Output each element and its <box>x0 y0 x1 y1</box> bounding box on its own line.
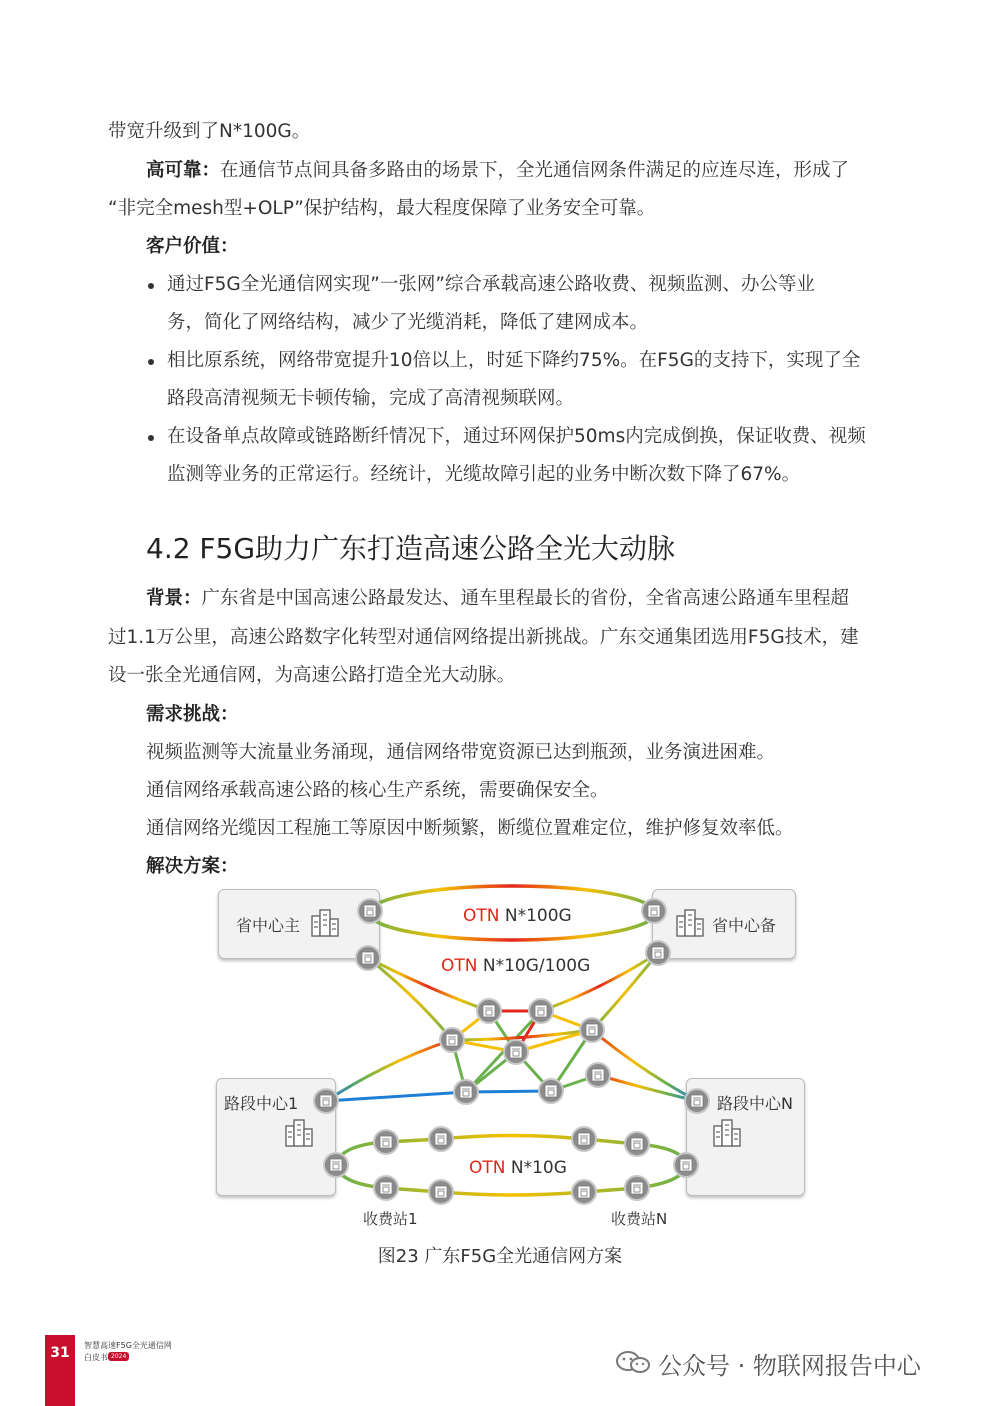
doc-subtitle: 白皮书 <box>84 1353 108 1362</box>
building-icon <box>286 1120 312 1146</box>
otn-capacity: N*100G <box>499 906 572 926</box>
challenge-label: 需求挑战： <box>146 704 239 725</box>
background-text: 广东省是中国高速公路最发达、通车里程最长的省份，全省高速公路通车里程超 <box>201 588 850 609</box>
network-node <box>358 899 382 923</box>
bullet-text: 监测等业务的正常运行。经统计，光缆故障引起的业务中断次数下降了67%。 <box>167 464 801 485</box>
network-node <box>440 1028 464 1052</box>
otn-capacity: N*10G <box>505 1158 567 1178</box>
figure-caption: 图23 广东F5G全光通信网方案 <box>377 1246 623 1267</box>
network-node <box>646 941 670 965</box>
doc-title: 智慧高速F5G全光通信网 <box>84 1341 172 1350</box>
building-icon <box>714 1120 740 1146</box>
text-line: 带宽升级到了N*100G。 <box>108 121 311 142</box>
segment-center-n-label: 路段中心N <box>717 1094 793 1113</box>
building-icon <box>312 910 338 936</box>
network-node <box>625 1132 649 1156</box>
bullet-text: 在设备单点故障或链路断纤情况下，通过环网保护50ms内完成倒换，保证收费、视频 <box>167 426 866 447</box>
bullet-text: 务，简化了网络结构，减少了光缆消耗，降低了建网成本。 <box>167 312 649 333</box>
otn-prefix: OTN <box>441 956 478 976</box>
reliable-text-cont: “非完全mesh型+OLP”保护结构，最大程度保障了业务安全可靠。 <box>108 198 656 219</box>
section-title: 4.2 F5G助力广东打造高速公路全光大动脉 <box>146 532 676 565</box>
network-node <box>504 1040 528 1064</box>
province-backup-label: 省中心备 <box>712 916 777 935</box>
wechat-icon <box>614 1350 654 1374</box>
bullet-text: 通过F5G全光通信网实现”一张网”综合承载高速公路收费、视频监测、办公等业 <box>167 274 815 295</box>
background-label: 背景： <box>146 588 202 609</box>
year-badge: 2024 <box>108 1352 129 1361</box>
background-text-cont: 设一张全光通信网，为高速公路打造全光大动脉。 <box>108 665 516 686</box>
solution-label: 解决方案： <box>146 856 239 877</box>
challenge-item: 视频监测等大流量业务涌现，通信网络带宽资源已达到瓶颈，业务演进困难。 <box>146 742 776 763</box>
network-node <box>625 1176 649 1200</box>
page-number: 31 <box>50 1345 70 1361</box>
reliable-text: 在通信节点间具备多路由的场景下，全光通信网条件满足的应连尽连，形成了 <box>220 160 850 181</box>
otn-top-label <box>463 906 572 926</box>
network-node <box>580 1018 604 1042</box>
reliable-label: 高可靠： <box>146 160 221 181</box>
otn-mid-label <box>441 956 590 976</box>
network-node <box>572 1180 596 1204</box>
segment-center-1-label: 路段中心1 <box>224 1094 299 1113</box>
network-node <box>356 946 380 970</box>
customer-value-label: 客户价值： <box>146 236 239 257</box>
network-node <box>429 1180 453 1204</box>
challenge-item: 通信网络光缆因工程施工等原因中断频繁，断缆位置难定位，维护修复效率低。 <box>146 818 794 839</box>
bullet-text: 路段高清视频无卡顿传输，完成了高清视频联网。 <box>167 388 575 409</box>
toll-station-1-label: 收费站1 <box>363 1210 418 1228</box>
network-node <box>314 1089 338 1113</box>
network-node <box>454 1080 478 1104</box>
province-main-label: 省中心主 <box>236 916 301 935</box>
bullet-text: 相比原系统，网络带宽提升10倍以上，时延下降约75%。在F5G的支持下，实现了全 <box>167 350 861 371</box>
network-node <box>374 1130 398 1154</box>
network-node <box>374 1176 398 1200</box>
network-node <box>429 1127 453 1151</box>
background-text-cont: 过1.1万公里，高速公路数字化转型对通信网络提出新挑战。广东交通集团选用F5G技术，建 <box>108 627 859 648</box>
network-node <box>674 1153 698 1177</box>
network-node <box>572 1127 596 1151</box>
watermark-text: 公众号 · 物联网报告中心 <box>658 1352 921 1380</box>
network-node <box>529 999 553 1023</box>
challenge-item: 通信网络承载高速公路的核心生产系统，需要确保安全。 <box>146 780 609 801</box>
network-node <box>685 1089 709 1113</box>
network-node <box>586 1063 610 1087</box>
network-node <box>477 999 501 1023</box>
otn-prefix: OTN <box>469 1158 506 1178</box>
network-node <box>539 1079 563 1103</box>
building-icon <box>677 910 703 936</box>
network-node <box>324 1153 348 1177</box>
otn-prefix: OTN <box>463 906 500 926</box>
toll-station-n-label: 收费站N <box>611 1210 668 1228</box>
otn-capacity: N*10G/100G <box>477 956 591 976</box>
network-node <box>642 899 666 923</box>
otn-bottom-label <box>469 1158 567 1178</box>
